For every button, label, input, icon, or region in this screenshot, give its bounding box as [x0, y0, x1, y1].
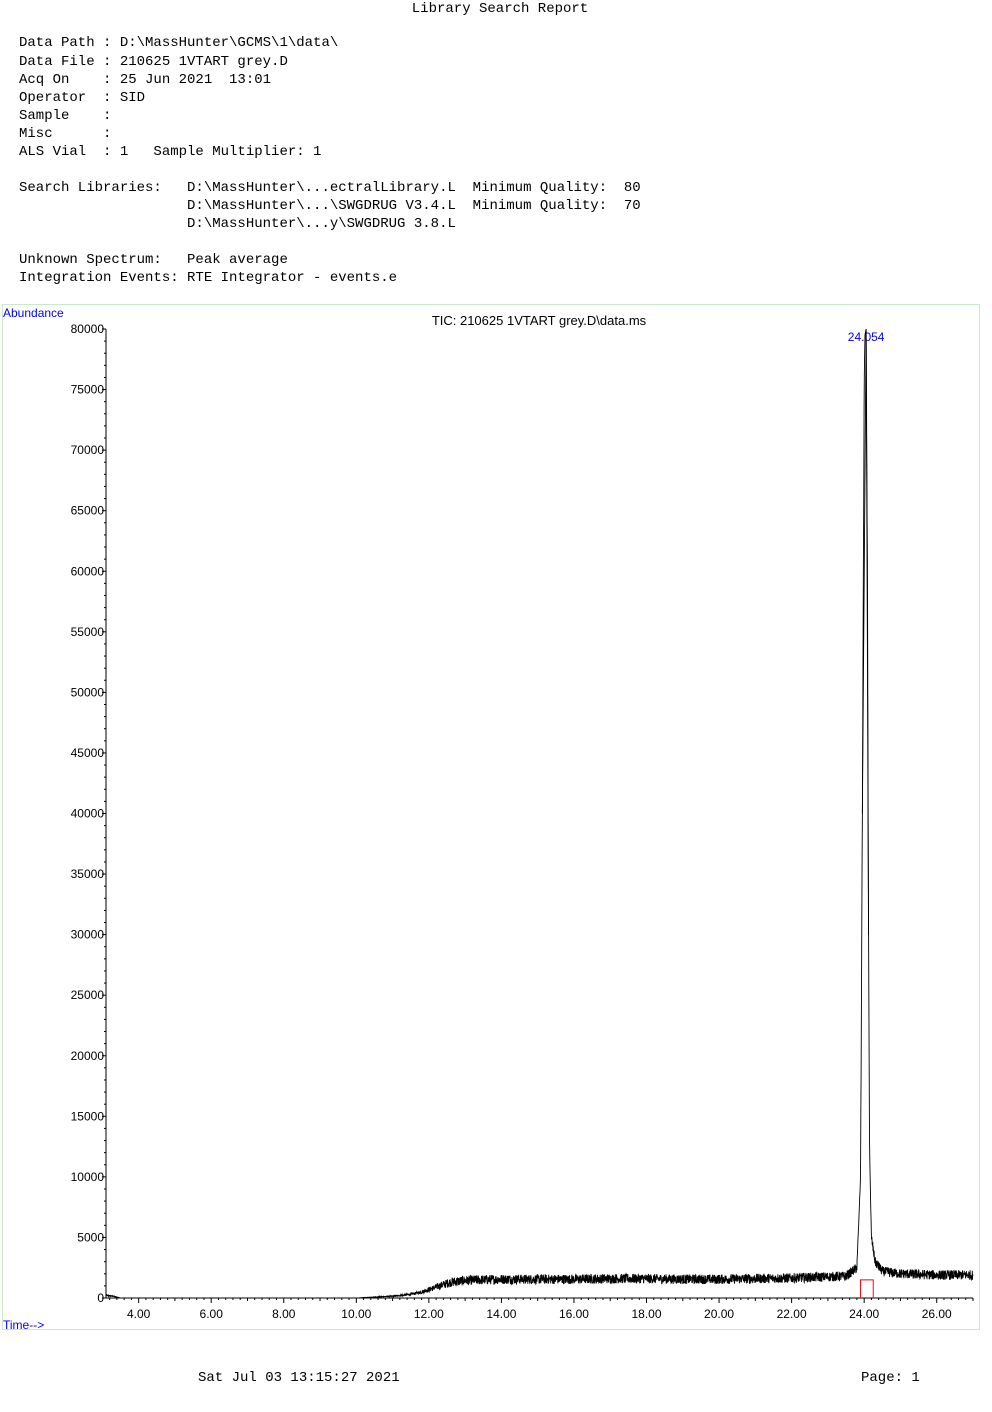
axes — [102, 329, 973, 1303]
search-library-line-2: D:\MassHunter\...\SWGDRUG V3.4.L Minimum Quality: 70 — [19, 198, 641, 214]
y-tick-label: 0 — [97, 1291, 104, 1305]
chromatogram-chart — [3, 305, 981, 1331]
y-tick-label: 20000 — [70, 1048, 104, 1063]
integration-markers — [861, 1280, 874, 1298]
y-tick-label: 15000 — [70, 1109, 104, 1124]
x-tick-label: 18.00 — [631, 1307, 662, 1321]
x-ticks — [127, 1307, 952, 1321]
y-tick-label: 25000 — [70, 988, 104, 1003]
x-tick-label: 26.00 — [921, 1307, 952, 1321]
footer-date: Sat Jul 03 13:15:27 2021 — [198, 1370, 400, 1386]
y-tick-label: 70000 — [70, 443, 104, 458]
x-tick-label: 14.00 — [486, 1307, 517, 1321]
als-vial-line: ALS Vial : 1 Sample Multiplier: 1 — [19, 144, 322, 160]
footer-page-number: Page: 1 — [861, 1370, 920, 1386]
integration-events-line: Integration Events: RTE Integrator - events.e — [19, 270, 398, 286]
y-tick-label: 60000 — [70, 564, 104, 579]
operator-line: Operator : SID — [19, 90, 146, 106]
y-tick-label: 30000 — [70, 927, 104, 942]
x-tick-label: 16.00 — [558, 1307, 589, 1321]
chart-title: TIC: 210625 1VTART grey.D\data.ms — [431, 313, 647, 328]
y-axis-label: Abundance — [3, 306, 64, 320]
data-path-line: Data Path : D:\MassHunter\GCMS\1\data\ — [19, 35, 339, 51]
y-tick-label: 45000 — [70, 745, 104, 760]
y-tick-label: 10000 — [70, 1169, 104, 1184]
report-title: Library Search Report — [411, 1, 589, 17]
peak-labels — [848, 330, 885, 344]
misc-line: Misc : — [19, 126, 112, 142]
y-tick-label: 5000 — [77, 1230, 104, 1245]
x-tick-label: 8.00 — [272, 1307, 296, 1321]
tic-trace-layer — [106, 329, 973, 1298]
x-tick-label: 24.00 — [849, 1307, 880, 1321]
x-tick-label: 4.00 — [126, 1307, 151, 1321]
search-library-line-1: Search Libraries: D:\MassHunter\...ectralLibrary.L Minimum Quality: 80 — [19, 180, 641, 196]
x-tick-label: 6.00 — [199, 1307, 223, 1321]
chromatogram-frame — [2, 304, 980, 1330]
x-tick-label: 10.00 — [341, 1307, 372, 1321]
tic-trace — [106, 329, 973, 1298]
unknown-spectrum-line: Unknown Spectrum: Peak average — [19, 252, 288, 268]
x-tick-label: 22.00 — [776, 1307, 807, 1321]
y-tick-label: 35000 — [70, 867, 104, 882]
y-ticks — [71, 322, 105, 1305]
x-tick-label: 20.00 — [704, 1307, 735, 1321]
peak-integration-marker — [861, 1280, 874, 1298]
peak-label: 24.054 — [847, 330, 885, 344]
data-file-line: Data File : 210625 1VTART grey.D — [19, 54, 288, 70]
y-tick-label: 65000 — [70, 503, 104, 518]
acq-on-line: Acq On : 25 Jun 2021 13:01 — [19, 72, 272, 88]
y-tick-label: 75000 — [70, 382, 104, 397]
y-tick-label: 55000 — [70, 624, 104, 639]
y-tick-label: 50000 — [70, 685, 104, 700]
search-library-line-3: D:\MassHunter\...y\SWGDRUG 3.8.L — [19, 216, 456, 232]
y-tick-label: 40000 — [70, 806, 104, 821]
x-axis-label: Time--> — [3, 1318, 45, 1331]
sample-line: Sample : — [19, 108, 112, 124]
y-tick-label: 80000 — [70, 322, 104, 336]
x-tick-label: 12.00 — [413, 1307, 444, 1321]
